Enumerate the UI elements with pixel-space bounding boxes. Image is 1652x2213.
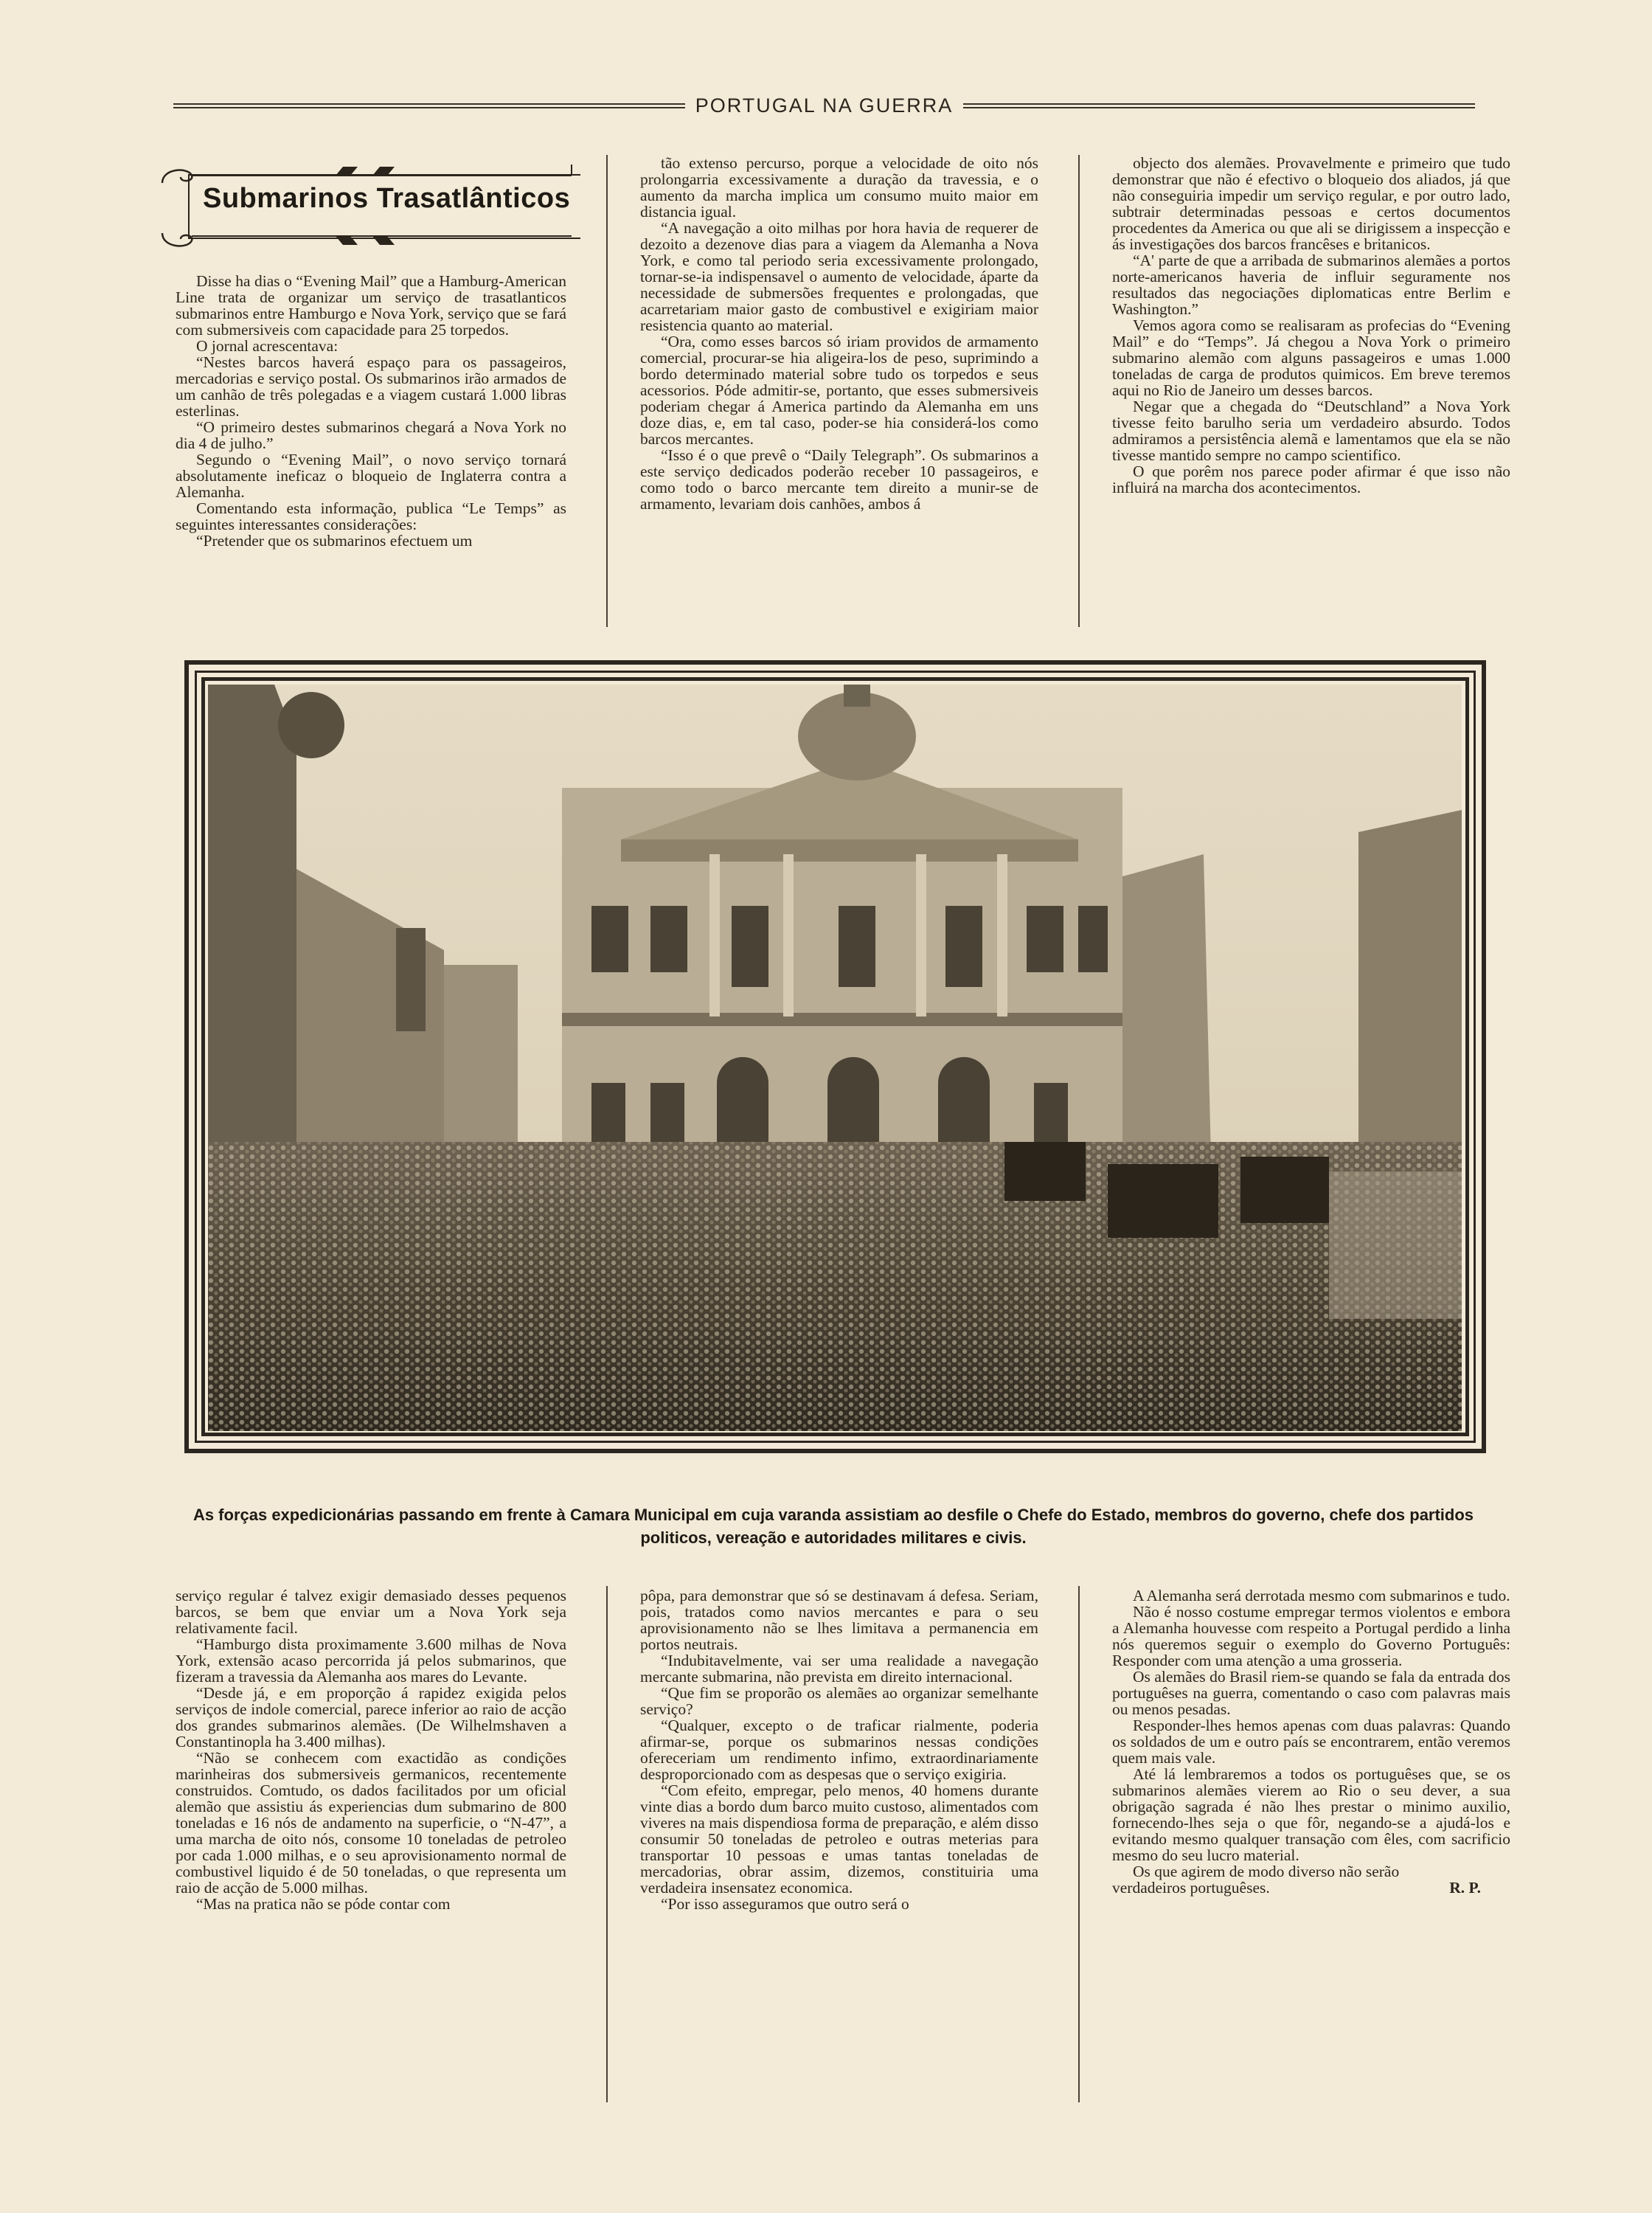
paragraph: Os alemães do Brasil riem-se quando se fala da entrada dos portuguêses na guerra, comentando o caso com palavras mais ou menos pesadas. (1112, 1668, 1510, 1718)
paragraph: O que porêm nos parece poder afirmar é que isso não influirá na marcha dos acontecimentos. (1112, 463, 1510, 496)
closing-text: verdadeiros portuguêses. (1112, 1879, 1270, 1897)
paragraph: “Desde já, e em proporção á rapidez exigida pelos serviços de indole comercial, parece inferior ao raio de acção dos grandes submarinos alemães. (De Wilhelmshaven a Constantinopla ha 3.400 milhas). (176, 1684, 566, 1750)
bottom-column-2 (640, 1587, 1038, 2096)
header-rule-left (173, 103, 685, 108)
column-divider (1078, 155, 1080, 627)
paragraph: “Não se conhecem com exactidão as condições marinheiras dos submersiveis germanicos, recentemente construidos. Comtudo, os dados facilitados por um oficial alemão que assistiu ás experiencias dum submarino de 800 toneladas e 16 nós de andamento na superficie, o “N-47”, a uma marcha de oito nós, consome 10 toneladas de petroleo por cada 1.000 milhas, e o seu aprovisionamento normal de combustivel liquido é de 50 toneladas, o que representa um raio de acção de 5.000 milhas. (176, 1749, 566, 1897)
paragraph: “O primeiro destes submarinos chegará a Nova York no dia 4 de julho.” (176, 418, 566, 452)
paragraph: serviço regular é talvez exigir demasiado desses pequenos barcos, se bem que enviar um a Nova York seja relativamente facil. (176, 1587, 566, 1637)
top-column-3 (1112, 155, 1510, 628)
article-title: Submarinos Trasatlânticos (203, 183, 571, 214)
paragraph: “A navegação a oito milhas por hora havia de requerer de dezoito a dezenove dias para a viagem da Alemanha a Nova York, e como tal periodo seria excessivamente prolongado, tornar-se-ia indispensavel o aumento de velocidade, áparte da necessidade de submersões frequentes e prolongadas, que acarretariam maior gasto de combustivel e exigiriam maior resistencia quanto ao material. (640, 219, 1038, 334)
paragraph: A Alemanha será derrotada mesmo com submarinos e tudo. (1133, 1587, 1510, 1604)
ornament-bottom (159, 226, 579, 255)
paragraph: O jornal acrescentava: (196, 337, 339, 355)
paragraph: “Por isso asseguramos que outro será o (661, 1895, 909, 1913)
headline-box (159, 161, 579, 248)
paragraph: Os que agirem de modo diverso não serão (1133, 1863, 1400, 1880)
header-title: PORTUGAL NA GUERRA (695, 94, 954, 117)
paragraph: Segundo o “Evening Mail”, o novo serviço tornará absolutamente ineficaz o bloqueio de Inglaterra contra a Alemanha. (176, 451, 566, 501)
top-column-2 (640, 155, 1038, 628)
photo-caption: As forças expedicionárias passando em frente à Camara Municipal em cuja varanda assistiam ao desfile o Chefe do Estado, membros do governo, chefe dos partidos politicos, vereação e autoridades militares e civis. (192, 1506, 1474, 1547)
paragraph: Disse ha dias o “Evening Mail” que a Hamburg-American Line trata de organizar um serviço de trasatlanticos submarinos entre Hamburgo e Nova York, serviço que se fará com submersiveis com capacidade para 25 torpedos. (176, 273, 566, 339)
top-column-1 (176, 273, 566, 628)
paragraph: “Pretender que os submarinos efectuem um (196, 532, 473, 550)
paragraph: tão extenso percurso, porque a velocidade de oito nós prolongarria excessivamente a duração da travessia, e o aumento da marcha implica um consumo muito maior em distancia igual. (640, 155, 1038, 221)
signature-line (1112, 1880, 1510, 1896)
paragraph: “Ora, como esses barcos só iriam providos de armamento comercial, procurar-se hia aligeira-los de peso, suprimindo a bordo determinado material sobre tudo os torpedos e seus acessorios. Póde admitir-se, portanto, que esses submersiveis poderiam chegar á America partindo da Alemanha em uns doze dias, e, em tal caso, poder-se hia considerá-los como barcos mercantes. (640, 333, 1038, 448)
paragraph: Negar que a chegada do “Deutschland” a Nova York tivesse feito barulho seria um verdadeiro absurdo. Todos admiramos a persistência alemã e lamentamos que ela se não tivesse mantido sempre no campo scientifico. (1112, 398, 1510, 464)
paragraph: Comentando esta informação, publica “Le Temps” as seguintes interessantes considerações: (176, 499, 566, 533)
paragraph: “Qualquer, excepto o de traficar rialmente, poderia afirmar-se, porque os submarinos nessas condições ofereceriam um rendimento infimo, extraordinariamente desproporcionado com as despesas que o serviço exigiria. (640, 1717, 1038, 1783)
paragraph: “Mas na pratica não se póde contar com (196, 1895, 451, 1913)
paragraph: “Nestes barcos haverá espaço para os passageiros, mercadorias e serviço postal. Os submarinos irão armados de um canhão de três polegadas e a viagem custará 1.000 libras esterlinas. (176, 353, 566, 420)
city-hall-photo (208, 685, 1462, 1431)
paragraph: Responder-lhes hemos apenas com duas palavras: Quando os soldados de um e outro país se encontrarem, então veremos quem mais vale. (1112, 1717, 1510, 1767)
paragraph: Não é nosso costume empregar termos violentos e embora a Alemanha houvesse com respeito a Portugal perdido a linha nós queremos seguir o exemplo do Governo Português: Responder com uma atenção a uma grosseria. (1112, 1603, 1510, 1669)
header-rule-right (963, 103, 1475, 108)
bottom-column-3 (1112, 1587, 1510, 2119)
paragraph: Vemos agora como se realisaram as profecias do “Evening Mail” e do “Temps”. Já chegou a Nova York o primeiro submarino alemão com alguns passageiros e umas 1.000 toneladas de carga de produtos quimicos. Em breve teremos aqui no Rio de Janeiro um desses barcos. (1112, 316, 1510, 399)
paragraph: pôpa, para demonstrar que só se destinavam á defesa. Seriam, pois, tratados como navios mercantes e para o seu aprovisionamento não se lhes limitava a permanencia em portos neutrais. (640, 1587, 1038, 1653)
paragraph: objecto dos alemães. Provavelmente e primeiro que tudo demonstrar que não é efectivo o bloqueio dos aliados, já que não conseguiria impedir um serviço regular, e por outro lado, subtrair determinadas pessoas e certos documentos procedentes da America ou que ali se dirigissem a inspecção e ás investigações dos barcos francêses e britanicos. (1112, 155, 1510, 253)
paragraph: “Que fim se proporão os alemães ao organizar semelhante serviço? (640, 1684, 1038, 1718)
paragraph: “A' parte de que a arribada de submarinos alemães a portos norte-americanos haveria de influir seguramente nos resultados das negociações diplomaticas entre Berlim e Washington.” (1112, 252, 1510, 318)
column-divider (1078, 1586, 1080, 2102)
author-signature: R. P. (1449, 1879, 1481, 1897)
paragraph: “Hamburgo dista proximamente 3.600 milhas de Nova York, extensão acaso percorrida já pelos submarinos, que fizeram a travessia da Alemanha aos mares do Levante. (176, 1635, 566, 1686)
paragraph: “Isso é o que prevê o “Daily Telegraph”. Os submarinos a este serviço dedicados poderão receber 10 passageiros, e como todo o barco mercante tem direito a munir-se de armamento, levariam dois canhões, ambos á (640, 446, 1038, 513)
column-divider (606, 1586, 608, 2102)
paragraph: “Com efeito, empregar, pelo menos, 40 homens durante vinte dias a bordo dum barco muito custoso, alimentados com viveres na mais dispendiosa forma de preparação, e além disso consumir 50 toneladas de petroleo e outras meterias para transportar 10 pessoas e umas tantas toneladas de mercadorias, obrar assim, dizemos, constituiria uma verdadeira insensatez economica. (640, 1781, 1038, 1897)
paragraph: “Indubitavelmente, vai ser uma realidade a navegação mercante submarina, não prevista em direito internacional. (640, 1652, 1038, 1686)
page-header (173, 94, 1475, 117)
column-divider (606, 155, 608, 627)
bottom-column-1 (176, 1587, 566, 2096)
paragraph: Até lá lembraremos a todos os portuguêses que, se os submarinos alemães vierem ao Rio o seu dever, a sua obrigação sagrada é não lhes prestar o minimo auxilio, fornecendo-lhes seja o que fôr, negando-se a ajudá-los e evitando mesmo qualquer transação com êles, com sacrificio mesmo do seu lucro material. (1112, 1765, 1510, 1864)
